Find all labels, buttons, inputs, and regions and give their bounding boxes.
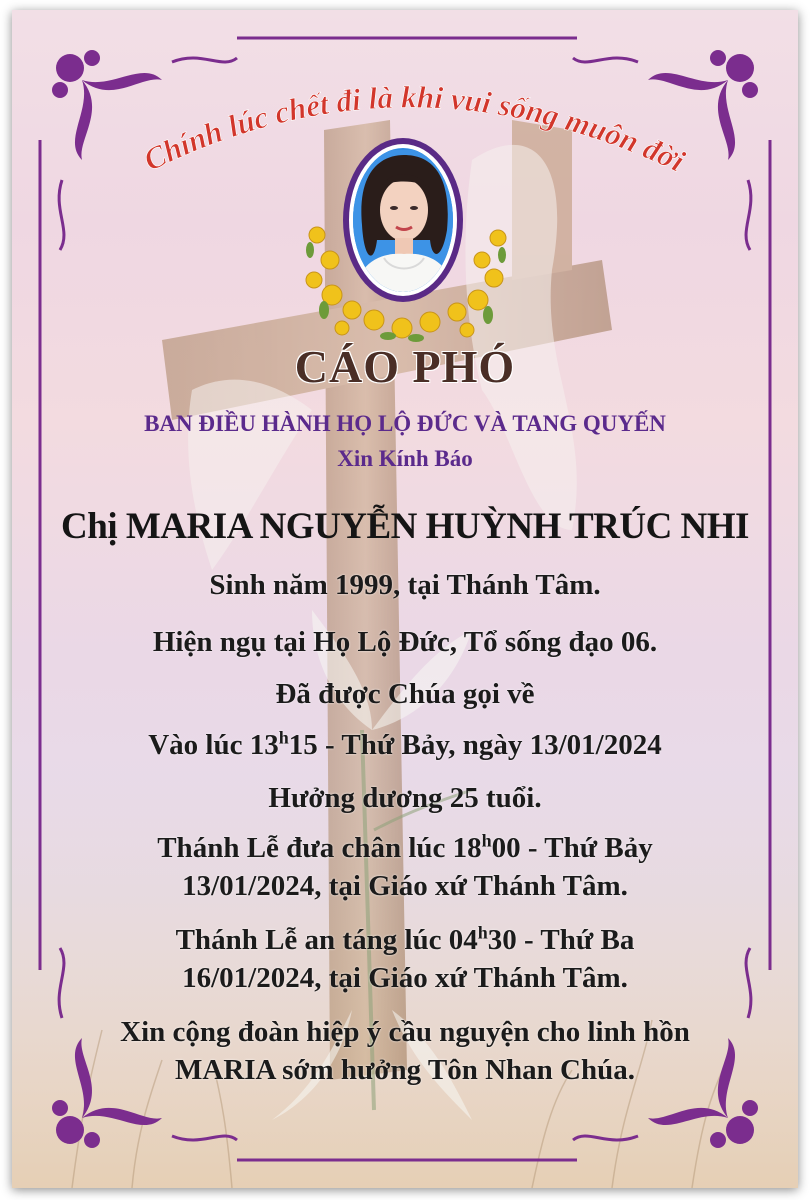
residence-line: Hiện ngụ tại Họ Lộ Đức, Tổ sống đạo 06. bbox=[152, 626, 658, 658]
burial-mass-line-1: Thánh Lễ an táng lúc 04$^h$30 - Thứ Ba bbox=[175, 922, 635, 956]
farewell-mass-line-2: 13/01/2024, tại Giáo xứ Thánh Tâm. bbox=[182, 870, 628, 902]
page-title: CÁO PHÓ bbox=[294, 341, 516, 392]
deceased-name: Chị MARIA NGUYỄN HUỲNH TRÚC NHI bbox=[61, 506, 749, 547]
announce-line: Xin Kính Báo bbox=[337, 446, 473, 471]
prayer-line-1: Xin cộng đoàn hiệp ý cầu nguyện cho linh hồn bbox=[120, 1016, 690, 1048]
burial-mass-line-2: 16/01/2024, tại Giáo xứ Thánh Tâm. bbox=[182, 962, 628, 994]
called-line: Đã được Chúa gọi về bbox=[275, 678, 535, 710]
prayer-line-2: MARIA sớm hưởng Tôn Nhan Chúa. bbox=[175, 1054, 635, 1086]
death-time-line: Vào lúc 13$^h$15 - Thứ Bảy, ngày 13/01/2024 bbox=[148, 727, 662, 761]
farewell-mass-line-1: Thánh Lễ đưa chân lúc 18$^h$00 - Thứ Bảy bbox=[157, 830, 653, 864]
birth-line: Sinh năm 1999, tại Thánh Tâm. bbox=[209, 569, 601, 601]
age-line: Hưởng dương 25 tuổi. bbox=[268, 782, 542, 814]
obituary-card bbox=[12, 10, 798, 1188]
header-quote-text: Chính lúc chết đi là khi vui sống muôn đời bbox=[138, 79, 691, 179]
organization-line: BAN ĐIỀU HÀNH HỌ LỘ ĐỨC VÀ TANG QUYẾN bbox=[144, 411, 666, 436]
